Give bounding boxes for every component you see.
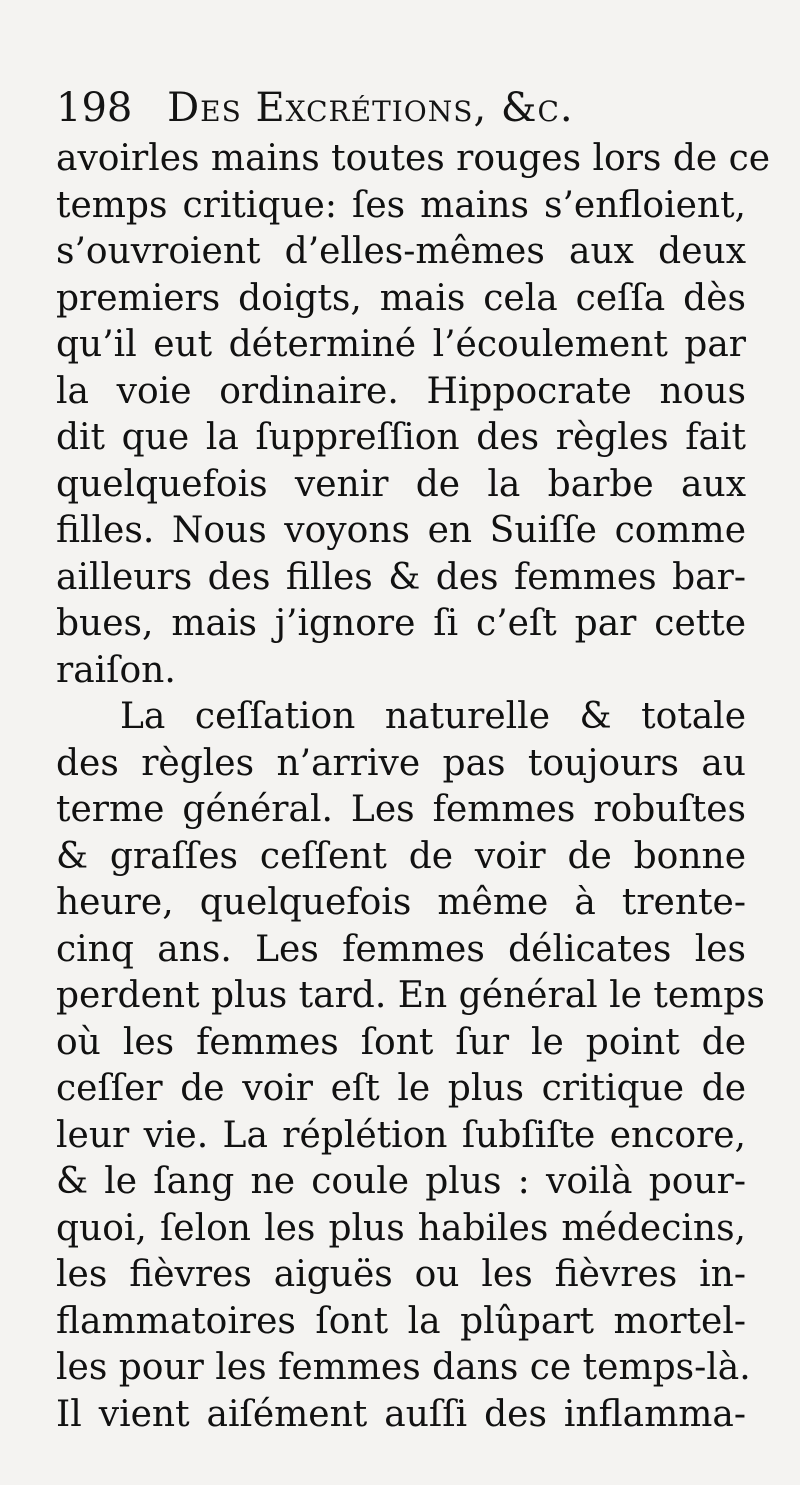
text-line: avoirles mains toutes rouges lors de ce: [56, 138, 771, 179]
text-line: qu’il eut déterminé l’écoulement par: [56, 324, 746, 365]
page-header: [56, 80, 756, 136]
body-text: [56, 136, 771, 1438]
paragraph-start-line: La ceſſation naturelle & totale: [120, 696, 746, 737]
text-line: raiſon.: [56, 649, 176, 691]
text-line: cinq ans. Les femmes délicates les: [56, 928, 746, 970]
text-line: des règles n’arrive pas toujours au: [56, 742, 746, 784]
text-line: dit que la ſuppreſſion des règles fait: [56, 417, 746, 458]
text-line: heure, quelquefois même à trente-: [56, 882, 746, 923]
text-line: ailleurs des filles & des femmes bar-: [56, 556, 746, 598]
text-line: quelquefois venir de la barbe aux: [56, 463, 746, 505]
text-line: temps critique: ſes mains s’enfloient,: [56, 184, 746, 226]
text-line: s’ouvroient d’elles-mêmes aux deux: [56, 231, 746, 272]
text-line: les fièvres aiguës ou les fièvres in-: [56, 1254, 746, 1295]
text-line: premiers doigts, mais cela ceſſa dès: [56, 277, 746, 319]
text-line: perdent plus tard. En général le temps: [56, 975, 765, 1016]
text-line: bues, mais j’ignore ſi c’eſt par cette: [56, 603, 746, 644]
text-line: terme général. Les femmes robuſtes: [56, 789, 746, 830]
text-line: ceſſer de voir eſt le plus critique de: [56, 1068, 746, 1109]
running-title: Des Excrétions, &c.: [167, 85, 574, 131]
text-line: leur vie. La réplétion ſubſiſte encore,: [56, 1114, 746, 1156]
text-line: quoi, ſelon les plus habiles médecins,: [56, 1207, 746, 1249]
text-line: Il vient aiſément auſſi des inflamma-: [56, 1393, 746, 1435]
text-line: la voie ordinaire. Hippocrate nous: [56, 370, 746, 412]
text-line: & graſſes ceſſent de voir de bonne: [56, 835, 746, 877]
text-line: & le ſang ne coule plus : voilà pour-: [56, 1161, 746, 1202]
page-number: 198: [56, 85, 133, 131]
text-line: flammatoires ſont la plûpart mortel-: [56, 1300, 746, 1342]
text-line: les pour les femmes dans ce temps-là.: [56, 1347, 751, 1388]
text-line: où les femmes ſont ſur le point de: [56, 1021, 746, 1063]
text-line: filles. Nous voyons en Suiſſe comme: [56, 510, 746, 551]
